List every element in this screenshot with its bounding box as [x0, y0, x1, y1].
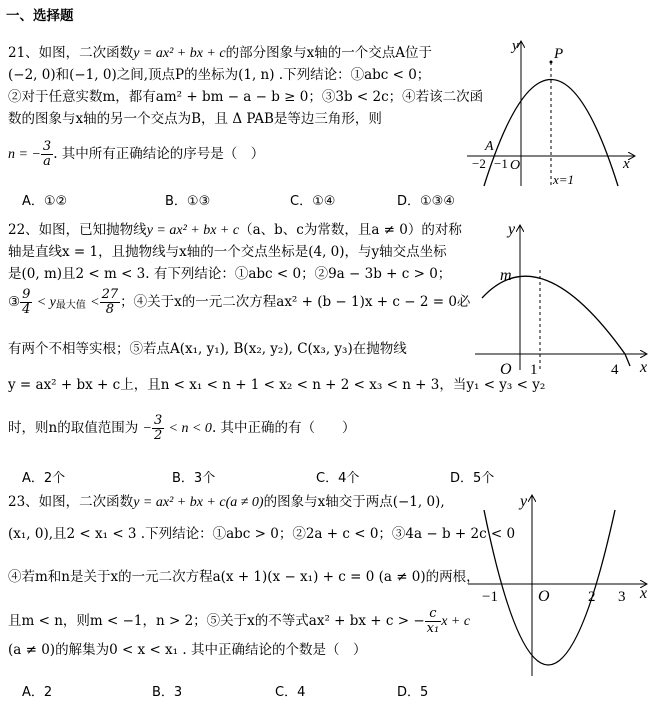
section-title: 一、选择题 — [6, 8, 74, 24]
q22-line-3: 是(0, m)且2 < m < 3. 有下列结论：①abc < 0；②9a − 3b + c > 0； — [8, 266, 452, 282]
q21-line-5 — [8, 140, 264, 169]
q23-line-1b: 的图象与x轴交于两点(−1, 0), — [263, 494, 445, 510]
q23-tick-m1: −1 — [482, 589, 498, 605]
q23-option-d[interactable]: D．5 — [397, 685, 429, 700]
q23-line-1 — [8, 493, 445, 512]
q23-line-4b: x + c — [441, 614, 471, 629]
q21-line-1b: 的部分图象与x轴的一个交点A位于 — [225, 45, 432, 61]
q22-line-2: 轴是直线x = 1，且抛物线与x轴的一个交点坐标是(4, 0)，与y轴交点坐标 — [8, 244, 447, 260]
q22-origin-label: O — [500, 361, 512, 378]
q21-option-c[interactable]: C．①④ — [290, 194, 336, 209]
q21-frac-num: 3 — [42, 139, 52, 154]
q21-tick-m1: −1 — [494, 156, 508, 171]
q22-parabola-tail — [625, 354, 630, 366]
q21-line-2: (−2, 0)和(−1, 0)之间,顶点P的坐标为(1, n) .下列结论：①abc < 0； — [8, 67, 431, 83]
q21-fraction — [41, 140, 53, 169]
q21-p-label: P — [554, 46, 564, 62]
q23-origin-label: O — [538, 588, 550, 605]
q23-fraction — [425, 607, 442, 636]
q21-origin-label: O — [510, 158, 521, 173]
q22-option-b[interactable]: B．3个 — [172, 471, 216, 486]
q21-vertex-point — [550, 61, 553, 64]
q22-frac-2-den: 8 — [105, 302, 115, 317]
q21-line-4: 数的图象与x轴的另一个交点为B，且 Δ PAB是等边三角形，则 — [8, 111, 382, 127]
q22-line-4 — [8, 288, 470, 317]
q21-function: y = ax² + bx + c — [133, 46, 226, 61]
q23-option-a[interactable]: A．2 — [22, 685, 53, 700]
q21-frac-den: a — [43, 154, 51, 169]
q22-frac-1-num: 9 — [22, 287, 31, 302]
q22-x-label: x — [640, 359, 648, 376]
q22-function: y = ax² + bx + c — [146, 223, 240, 238]
q23-frac-num: c — [425, 607, 442, 622]
q22-tick-4: 4 — [611, 362, 619, 378]
q21-x-label: x — [623, 156, 630, 172]
q22-ymax: < y — [36, 295, 56, 310]
q23-line-4 — [8, 607, 470, 636]
q22-item-3-mark: ③ — [8, 294, 21, 310]
q22-frac-3-num: 3 — [153, 413, 163, 428]
q22-neg: − — [142, 421, 152, 436]
q22-frac-3 — [152, 414, 164, 443]
q22-line-4d: ；④关于x的一元二次方程ax² + (b − 1)x + c − 2 = 0必 — [120, 294, 471, 310]
q22-option-a[interactable]: A．2个 — [22, 471, 66, 486]
q22-line-1b: （a、b、c为常数，且a ≠ 0）的对称 — [239, 222, 462, 238]
q22-line-7c: . 其中正确的有（ ） — [211, 420, 356, 436]
q22-line-1 — [8, 221, 462, 240]
q21-vline-label: x=1 — [553, 172, 575, 187]
q23-graph — [462, 490, 652, 680]
q23-option-b[interactable]: B．3 — [152, 685, 183, 700]
q22-frac-1-den: 4 — [22, 302, 31, 317]
q23-line-4a: 且m < n，则m < −1，n > 2；⑤关于x的不等式ax² + bx + c > − — [8, 613, 425, 629]
q23-line-3: ④若m和n是关于x的一元二次方程a(x + 1)(x − x₁) + c = 0 (a ≠ 0)的两根， — [8, 569, 480, 585]
q22-line-5: 有两个不相等实根；⑤若点A(x₁, y₁), B(x₂, y₂), C(x₃, y₃)在抛物线 — [8, 341, 407, 357]
q21-line-1 — [8, 44, 432, 63]
q21-line-5b: . 其中所有正确结论的序号是（ ） — [53, 146, 265, 162]
q22-graph — [470, 220, 652, 382]
q22-frac-3-den: 2 — [153, 428, 163, 443]
q22-line-7a: 时，则n的取值范围为 — [8, 420, 139, 436]
q22-y-label: y — [508, 221, 516, 238]
q22-tick-1: 1 — [530, 362, 538, 378]
q22-frac-1 — [20, 288, 32, 317]
q22-line-6: y = ax² + bx + c上，且n < x₁ < n + 1 < x₂ < n + 2 < x₃ < n + 3，当y₁ < y₃ < y₂ — [8, 377, 546, 393]
q22-lt: < — [90, 295, 100, 310]
q22-ymax-sub: 最大值 — [55, 300, 86, 311]
q21-graph — [462, 36, 642, 192]
q23-line-1a: 23、如图，二次函数 — [8, 494, 134, 510]
q23-tick-3: 3 — [618, 589, 626, 605]
q22-range: < n < 0 — [168, 421, 212, 436]
q21-line-1a: 21、如图，二次函数 — [8, 45, 134, 61]
q21-option-a[interactable]: A．①② — [22, 194, 68, 209]
q22-frac-2 — [100, 288, 121, 317]
q23-tick-2: 2 — [588, 589, 596, 605]
q22-line-7 — [8, 414, 356, 443]
q22-option-d[interactable]: D．5个 — [450, 471, 495, 486]
q22-frac-2-num: 27 — [101, 287, 119, 302]
q21-tick-m2: −2 — [472, 156, 486, 171]
q21-a-label: A — [485, 139, 494, 154]
q21-option-d[interactable]: D．①③④ — [397, 194, 455, 209]
q23-frac-den: x₁ — [426, 621, 440, 636]
q21-y-label: y — [512, 38, 519, 54]
q22-line-1a: 22、如图，已知抛物线 — [8, 222, 147, 238]
q21-n-expr: n = − — [8, 147, 41, 162]
q21-line-3: ②对于任意实数m，都有am² + bm − a − b ≥ 0；③3b < 2c；④若该二次函 — [8, 89, 484, 105]
q23-function: y = ax² + bx + c(a ≠ 0) — [133, 495, 264, 510]
q22-parabola — [482, 276, 625, 354]
q23-y-label: y — [520, 493, 528, 510]
q23-line-2: (x₁, 0),且2 < x₁ < 3 .下列结论：①abc > 0；②2a + c < 0；③4a − b + 2c < 0 — [8, 526, 516, 542]
q23-line-5: (a ≠ 0)的解集为0 < x < x₁ . 其中正确结论的个数是（ ） — [8, 642, 367, 658]
q22-option-c[interactable]: C．4个 — [316, 471, 360, 486]
q23-x-label: x — [640, 585, 648, 602]
q23-option-c[interactable]: C．4 — [275, 685, 306, 700]
q21-option-b[interactable]: B．①③ — [165, 194, 211, 209]
q22-m-label: m — [500, 267, 512, 284]
